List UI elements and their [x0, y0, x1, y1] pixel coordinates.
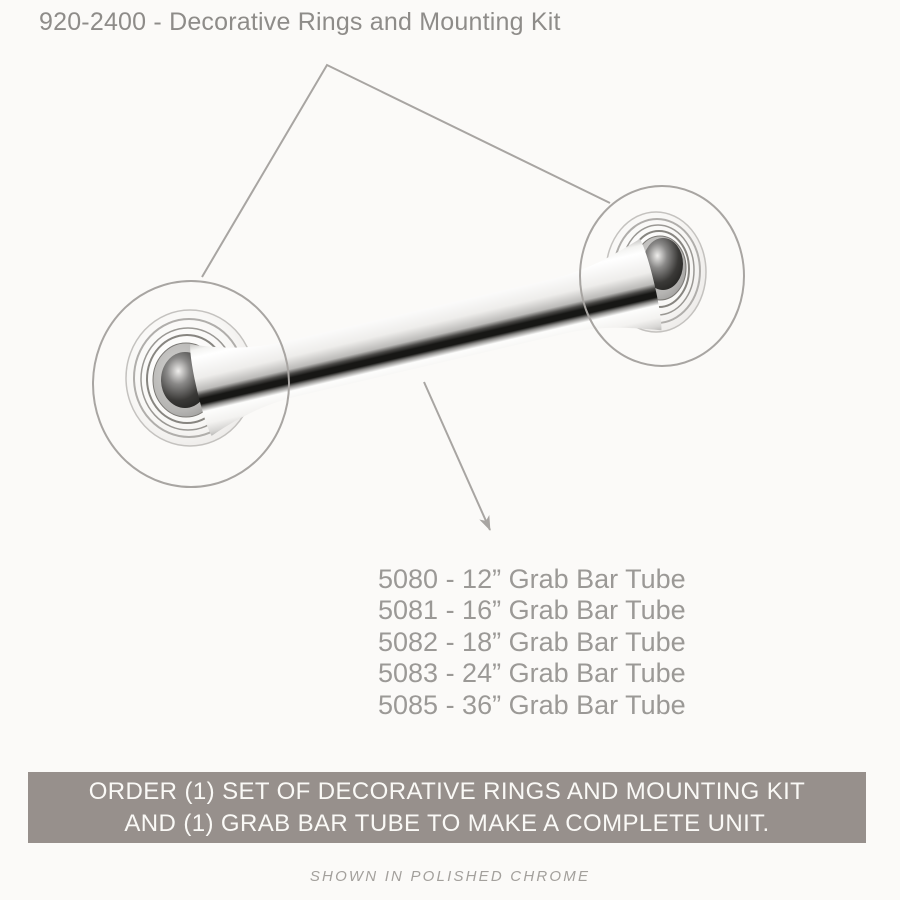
banner-line-2: AND (1) GRAB BAR TUBE TO MAKE A COMPLETE UNIT. — [124, 809, 770, 837]
finish-caption: SHOWN IN POLISHED CHROME — [309, 868, 591, 885]
page-title: 920-2400 - Decorative Rings and Mounting Kit — [39, 8, 561, 36]
tube-option: 5081 - 16” Grab Bar Tube — [378, 595, 686, 626]
grab-bar-tube-list — [378, 564, 686, 721]
grab-bar-tube — [187, 238, 666, 437]
tube-option: 5082 - 18” Grab Bar Tube — [378, 626, 686, 657]
tube-option: 5080 - 12” Grab Bar Tube — [378, 564, 686, 594]
callout-line-rings — [202, 65, 610, 277]
banner-line-1: ORDER (1) SET OF DECORATIVE RINGS AND MOUNTING KIT — [88, 777, 806, 805]
tube-option: 5083 - 24” Grab Bar Tube — [378, 658, 686, 689]
tube-option: 5085 - 36” Grab Bar Tube — [378, 689, 686, 720]
tube-pointer-arrow-icon — [424, 382, 490, 530]
order-instruction-banner — [28, 772, 866, 843]
